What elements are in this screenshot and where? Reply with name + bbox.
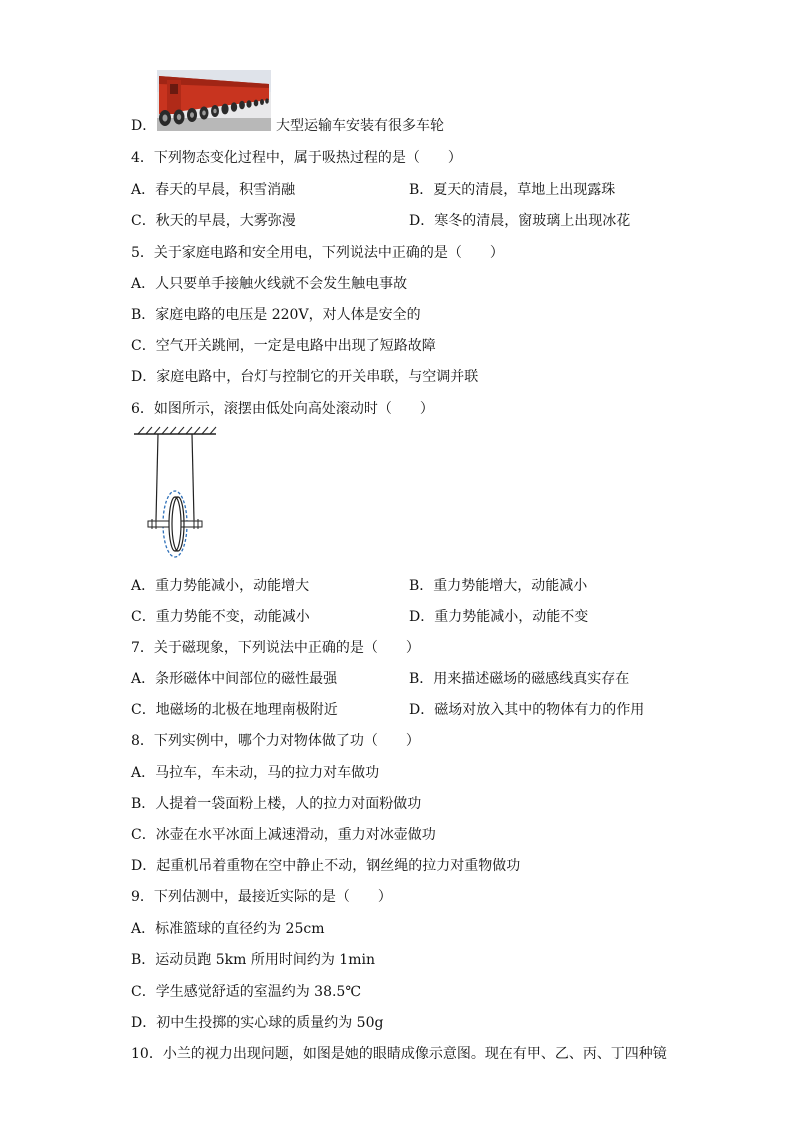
q10-stem: 10．小兰的视力出现问题，如图是她的眼睛成像示意图。现在有甲、乙、丙、丁四种镜 xyxy=(131,1046,667,1062)
q8-option-b: B．人提着一袋面粉上楼，人的拉力对面粉做功 xyxy=(131,796,422,812)
maxwell-pendulum-figure xyxy=(130,424,220,564)
q7-option-b: B．用来描述磁场的磁感线真实存在 xyxy=(409,671,630,687)
q8-stem: 8．下列实例中，哪个力对物体做了功（ ） xyxy=(131,733,420,749)
q4-option-a: A．春天的早晨，积雪消融 xyxy=(131,182,296,198)
q9-option-b: B．运动员跑 5km 所用时间约为 1min xyxy=(131,952,375,968)
truck-photo xyxy=(157,70,271,131)
q4-option-c: C．秋天的早晨，大雾弥漫 xyxy=(131,213,296,229)
q6-option-d: D．重力势能减小，动能不变 xyxy=(409,609,589,625)
q6-option-c: C．重力势能不变，动能减小 xyxy=(131,609,310,625)
q5-option-a: A．人只要单手接触火线就不会发生触电事故 xyxy=(131,276,408,292)
q4-option-d: D．寒冬的清晨，窗玻璃上出现冰花 xyxy=(409,213,631,229)
q9-option-d: D．初中生投掷的实心球的质量约为 50g xyxy=(131,1015,384,1031)
q9-option-a: A．标准篮球的直径约为 25cm xyxy=(131,921,325,937)
q5-option-b: B．家庭电路的电压是 220V，对人体是安全的 xyxy=(131,307,421,323)
q5-stem: 5．关于家庭电路和安全用电，下列说法中正确的是（ ） xyxy=(131,245,504,261)
q9-option-c: C．学生感觉舒适的室温约为 38.5℃ xyxy=(131,984,361,1000)
q6-stem: 6．如图所示，滚摆由低处向高处滚动时（ ） xyxy=(131,401,434,417)
q4-stem: 4．下列物态变化过程中，属于吸热过程的是（ ） xyxy=(131,150,462,166)
q7-option-c: C．地磁场的北极在地理南极附近 xyxy=(131,702,338,718)
q7-option-d: D．磁场对放入其中的物体有力的作用 xyxy=(409,702,645,718)
q7-stem: 7．关于磁现象，下列说法中正确的是（ ） xyxy=(131,640,420,656)
q8-option-d: D．起重机吊着重物在空中静止不动，钢丝绳的拉力对重物做功 xyxy=(131,858,521,874)
q9-stem: 9．下列估测中，最接近实际的是（ ） xyxy=(131,889,392,905)
q7-option-a: A．条形磁体中间部位的磁性最强 xyxy=(131,671,338,687)
q6-option-a: A．重力势能减小，动能增大 xyxy=(131,578,310,594)
q3-option-d-text: 大型运输车安装有很多车轮 xyxy=(276,118,444,134)
q6-option-b: B．重力势能增大，动能减小 xyxy=(409,578,588,594)
q5-option-c: C．空气开关跳闸，一定是电路中出现了短路故障 xyxy=(131,338,436,354)
q5-option-d: D．家庭电路中，台灯与控制它的开关串联，与空调并联 xyxy=(131,369,479,385)
q8-option-c: C．冰壶在水平冰面上减速滑动，重力对冰壶做功 xyxy=(131,827,436,843)
q3-option-d-letter: D． xyxy=(131,118,157,134)
q8-option-a: A．马拉车，车未动，马的拉力对车做功 xyxy=(131,765,380,781)
q4-option-b: B．夏天的清晨，草地上出现露珠 xyxy=(409,182,616,198)
